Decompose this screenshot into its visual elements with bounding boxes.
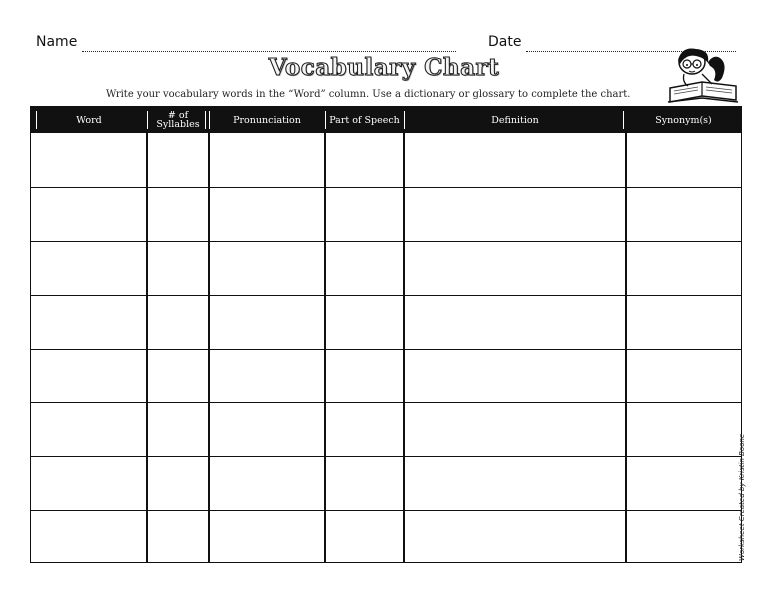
row-divider xyxy=(31,402,741,403)
name-label: Name xyxy=(36,34,78,50)
table-header xyxy=(31,107,741,133)
worksheet-credit: Worksheet Created by Kristin Boone xyxy=(738,433,746,561)
row-divider xyxy=(31,295,741,296)
header-divider xyxy=(36,111,37,129)
header-divider xyxy=(209,111,210,129)
vocabulary-table xyxy=(30,106,742,563)
row-divider xyxy=(31,241,741,242)
column-header-definition: Definition xyxy=(491,114,539,126)
header-divider xyxy=(205,111,206,129)
column-divider xyxy=(403,133,405,562)
column-divider xyxy=(146,133,148,562)
page-title: Vocabulary Chart xyxy=(268,54,500,81)
reading-child-with-book-icon xyxy=(662,44,744,106)
row-divider xyxy=(31,456,741,457)
column-header-pronunciation: Pronunciation xyxy=(233,114,301,126)
header-divider xyxy=(147,111,148,129)
header-divider xyxy=(404,111,405,129)
row-divider xyxy=(31,510,741,511)
column-divider xyxy=(625,133,627,562)
date-label: Date xyxy=(488,34,522,50)
header-divider xyxy=(623,111,624,129)
column-header-synonyms: Synonym(s) xyxy=(655,114,712,126)
row-divider xyxy=(31,187,741,188)
row-divider xyxy=(31,349,741,350)
header-divider xyxy=(325,111,326,129)
column-divider xyxy=(324,133,326,562)
column-divider xyxy=(208,133,210,562)
column-header-part-of-speech: Part of Speech xyxy=(329,114,400,126)
column-header-word: Word xyxy=(76,114,102,126)
instructions-text: Write your vocabulary words in the “Word” column. Use a dictionary or glossary to complete the chart. xyxy=(106,89,631,100)
name-field[interactable] xyxy=(36,34,456,56)
name-blank-line[interactable] xyxy=(82,51,456,52)
column-header-syllables: # of Syllables xyxy=(156,110,200,130)
